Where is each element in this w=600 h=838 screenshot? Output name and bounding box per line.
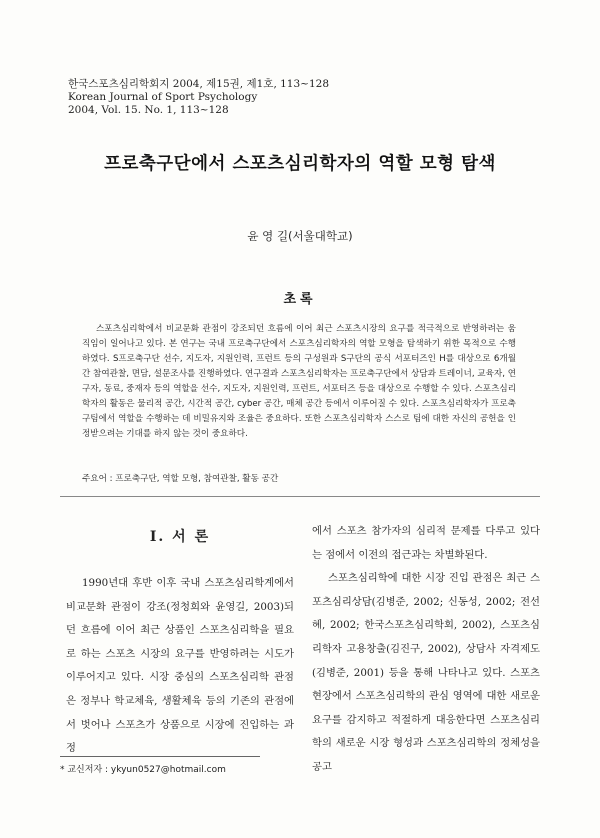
journal-citation-english: Korean Journal of Sport Psychology (68, 91, 258, 103)
journal-citation (68, 78, 329, 117)
introduction-paragraph-2: 스포츠심리학에 대한 시장 진입 관점은 최근 스포츠심리상담(김병준, 2002; 신동성, 2002; 전선혜, 2002; 한국스포츠심리학회, 2002), 스포츠심리학자 고용창출(김진구, 2002), 상담사 자격제도(김병준, 2001) 등을 통해 나타나고 있다. 스포츠 현장에서 스포츠심리학의 관심 영역에 대한 새로운 요구를 감지하고 적절하게 대응한다면 스포츠심리학의 새로운 시장 형성과 스포츠심리학의 정체성을 공고 (312, 572, 540, 773)
corresponding-author-footnote: * 교신저자 : ykyun0527@hotmail.com (60, 765, 226, 775)
footnote-rule (60, 756, 260, 757)
journal-volume-issue: 2004, Vol. 15. No. 1, 113~128 (68, 104, 229, 116)
journal-citation-korean: 한국스포츠심리학회지 2004, 제15권, 제1호, 113~128 (68, 78, 330, 90)
introduction-paragraph-1-continued: 에서 스포츠 참가자의 심리적 문제를 다루고 있다는 점에서 이전의 접근과는 차별화된다. (312, 525, 540, 561)
abstract-heading: 초록 (283, 292, 317, 307)
section-heading-introduction: I. 서 론 (149, 529, 211, 545)
abstract-body: 스포츠심리학에서 비교문화 관점이 강조되던 흐름에 이어 최근 스포츠시장의 요구를 적극적으로 반영하려는 움직임이 일어나고 있다. 본 연구는 국내 프로축구단에서 스포츠심리학자의 역할 모형을 탐색하기 위한 목적으로 수행하였다. S프로축구단 선수, 지도자, 지원인력, 프런트 등의 구성원과 S구단의 공식 서포터즈인 H를 대상으로 6개월간 참여관찰, 면담, 설문조사를 진행하였다. 연구결과 스포츠심리학자는 프로축구단에서 상담과 트레이너, 교육자, 연구자, 동료, 중재자 등의 역할을 선수, 지도자, 지원인력, 프런트, 서포터즈 등을 대상으로 수행할 수 있다. 스포츠심리학자의 활동은 물리적 공간, 시간적 공간, cyber 공간, 매체 공간 등에서 이루어질 수 있다. 스포츠심리학자가 프로축구팀에서 역할을 수행하는 데 비밀유지와 조율은 중요하다. 또한 스포츠심리학자 스스로 팀에 대한 자신의 공헌을 인정받으려는 기대를 하지 않는 것이 중요하다. (82, 324, 516, 439)
paper-title: 프로축구단에서 스포츠심리학자의 역할 모형 탐색 (104, 154, 496, 174)
heading-spacer (66, 554, 294, 572)
section-divider (60, 496, 540, 497)
left-column (66, 520, 294, 761)
introduction-paragraph-1: 1990년대 후반 이후 국내 스포츠심리학계에서 비교문화 관점이 강조(정청희와 윤영길, 2003)되던 흐름에 이어 최근 상품인 스포츠심리학을 필요로 하는 스포츠 시장의 요구를 반영하려는 시도가 이루어지고 있다. 시장 중심의 스포츠심리학 관점은 정부나 학교체육, 생활체육 등의 기존의 관점에서 벗어나 스포츠가 상품으로 시장에 진입하는 과정 (66, 577, 294, 755)
right-column (312, 520, 540, 780)
keywords: 주요어 : 프로축구단, 역할 모형, 참여관찰, 활동 공간 (82, 474, 279, 484)
author-affiliation: 윤 영 길(서울대학교) (247, 229, 353, 243)
